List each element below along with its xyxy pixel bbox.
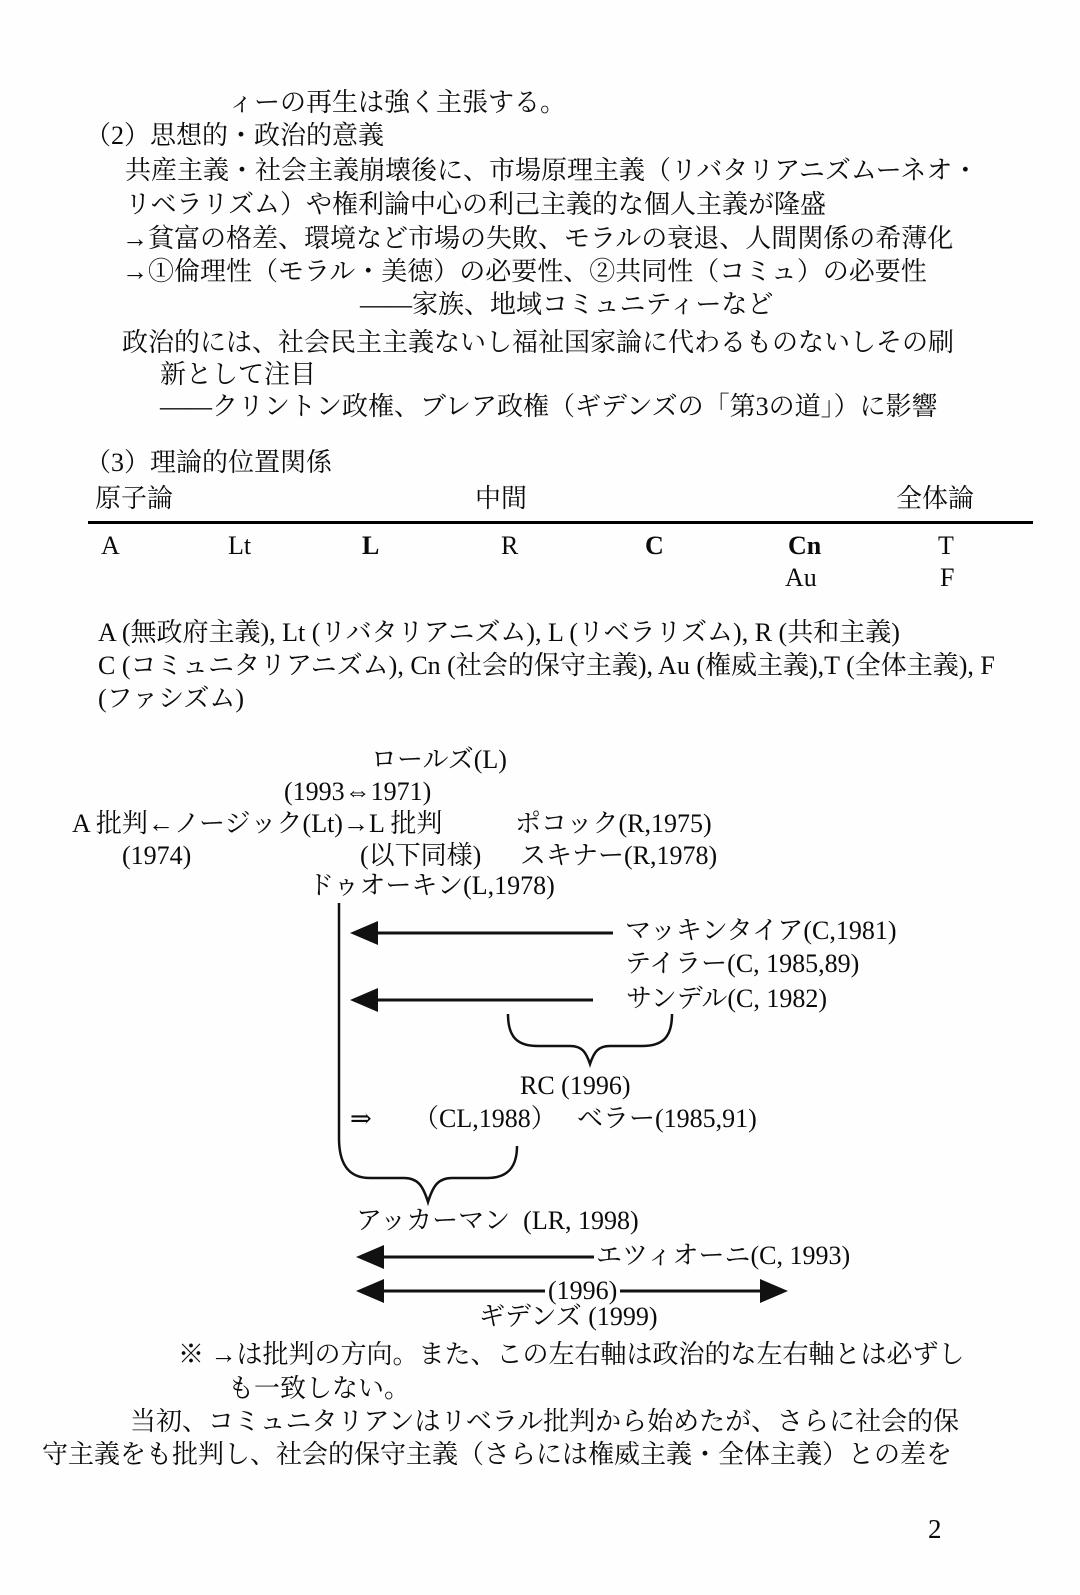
diagram-rawls-years: (1993⇔1971)	[284, 777, 432, 806]
scale-au: Au	[785, 563, 817, 592]
brace-sandel-group	[508, 1014, 672, 1064]
diagram-sandel: サンデル(C, 1982)	[626, 984, 828, 1013]
scale-a: A	[101, 531, 120, 560]
scale-l: L	[362, 531, 380, 560]
section3-heading: （3）理論的位置関係	[85, 448, 333, 477]
scale-t: T	[938, 531, 954, 560]
legend-line2: C (コミュニタリアニズム), Cn (社会的保守主義), Au (権威主義),T (全体主義), F	[98, 651, 995, 680]
legend-line3: (ファシズム)	[98, 684, 245, 713]
section2-line5: ——家族、地域コミュニティーなど	[360, 290, 774, 319]
intro-line: ィーの再生は強く主張する。	[228, 88, 567, 117]
arrow-1996-right-head-icon	[760, 1279, 788, 1303]
section2-line1: 共産主義・社会主義崩壊後に、市場原理主義（リバタリアニズムーネオ・	[125, 156, 979, 185]
page-number: 2	[928, 1514, 942, 1544]
section2-line2: リベラリズム）や権利論中心の利己主義的な個人主義が隆盛	[125, 190, 826, 219]
section2-heading: （2）思想的・政治的意義	[85, 121, 385, 150]
axis-label-left: 原子論	[95, 484, 174, 513]
diagram-rc: RC (1996)	[520, 1071, 631, 1100]
section2-line3: →貧富の格差、環境など市場の失敗、モラルの衰退、人間関係の希薄化	[122, 224, 954, 253]
arrow-etzioni-head-icon	[356, 1245, 384, 1269]
scale-cn: Cn	[788, 531, 822, 560]
diagram-year-1974: (1974)	[122, 841, 192, 870]
diagram-dworkin: ドゥオーキン(L,1978)	[308, 871, 555, 900]
section2-line8: ——クリントン政権、ブレア政権（ギデンズの「第3の道」）に影響	[160, 392, 938, 421]
diagram-ackerman: アッカーマン (LR, 1998)	[356, 1206, 639, 1235]
diagram-macintyre: マッキンタイア(C,1981)	[625, 916, 897, 945]
diagram-pocock: ポコック(R,1975)	[515, 809, 712, 838]
legend-line1: A (無政府主義), Lt (リバタリアニズム), L (リベラリズム), R (共和主義)	[98, 618, 900, 647]
diagram-etzioni: エツィオーニ(C, 1993)	[596, 1241, 851, 1270]
axis-rule	[88, 521, 1033, 524]
diagram-year-1996: (1996)	[545, 1276, 620, 1306]
diagram-note-same: (以下同様)	[360, 841, 482, 870]
axis-label-right: 全体論	[896, 484, 975, 513]
scale-r: R	[501, 531, 519, 560]
diagram-cl: （CL,1988）	[413, 1104, 557, 1133]
closing-line2: 守主義をも批判し、社会的保守主義（さらには権威主義・全体主義）との差を	[42, 1440, 953, 1469]
arrow-macintyre-head-icon	[350, 921, 378, 945]
arrow-1996-left-head-icon	[356, 1279, 384, 1303]
scale-c: C	[645, 531, 664, 560]
section2-line4: →①倫理性（モラル・美徳）の必要性、②共同性（コミュ）の必要性	[122, 257, 927, 286]
diagram-skinner: スキナー(R,1978)	[520, 841, 718, 870]
diagram-giddens: ギデンズ (1999)	[479, 1302, 658, 1331]
diagram-rawls: ロールズ(L)	[371, 745, 507, 774]
closing-line1: 当初、コミュニタリアンはリベラル批判から始めたが、さらに社会的保	[130, 1407, 960, 1436]
arrow-sandel-head-icon	[350, 988, 378, 1012]
section2-line7: 新として注目	[160, 360, 317, 389]
section2-line6: 政治的には、社会民主主義ないし福祉国家論に代わるものないしその刷	[122, 328, 955, 357]
diagram-bellah: ベラー(1985,91)	[577, 1104, 757, 1133]
note-line1: ※ →は批判の方向。また、この左右軸は政治的な左右軸とは必ずし	[178, 1340, 965, 1369]
diagram-implies-icon: ⇒	[350, 1104, 372, 1133]
scale-lt: Lt	[228, 531, 252, 560]
axis-label-center: 中間	[475, 484, 528, 513]
diagram-taylor: テイラー(C, 1985,89)	[625, 949, 860, 978]
diagram-nozick-line: A 批判←ノージック(Lt)→L 批判	[72, 809, 443, 838]
note-line2: も一致しない。	[228, 1374, 411, 1403]
brace-cl-group	[339, 1138, 517, 1202]
scale-f: F	[940, 563, 955, 592]
